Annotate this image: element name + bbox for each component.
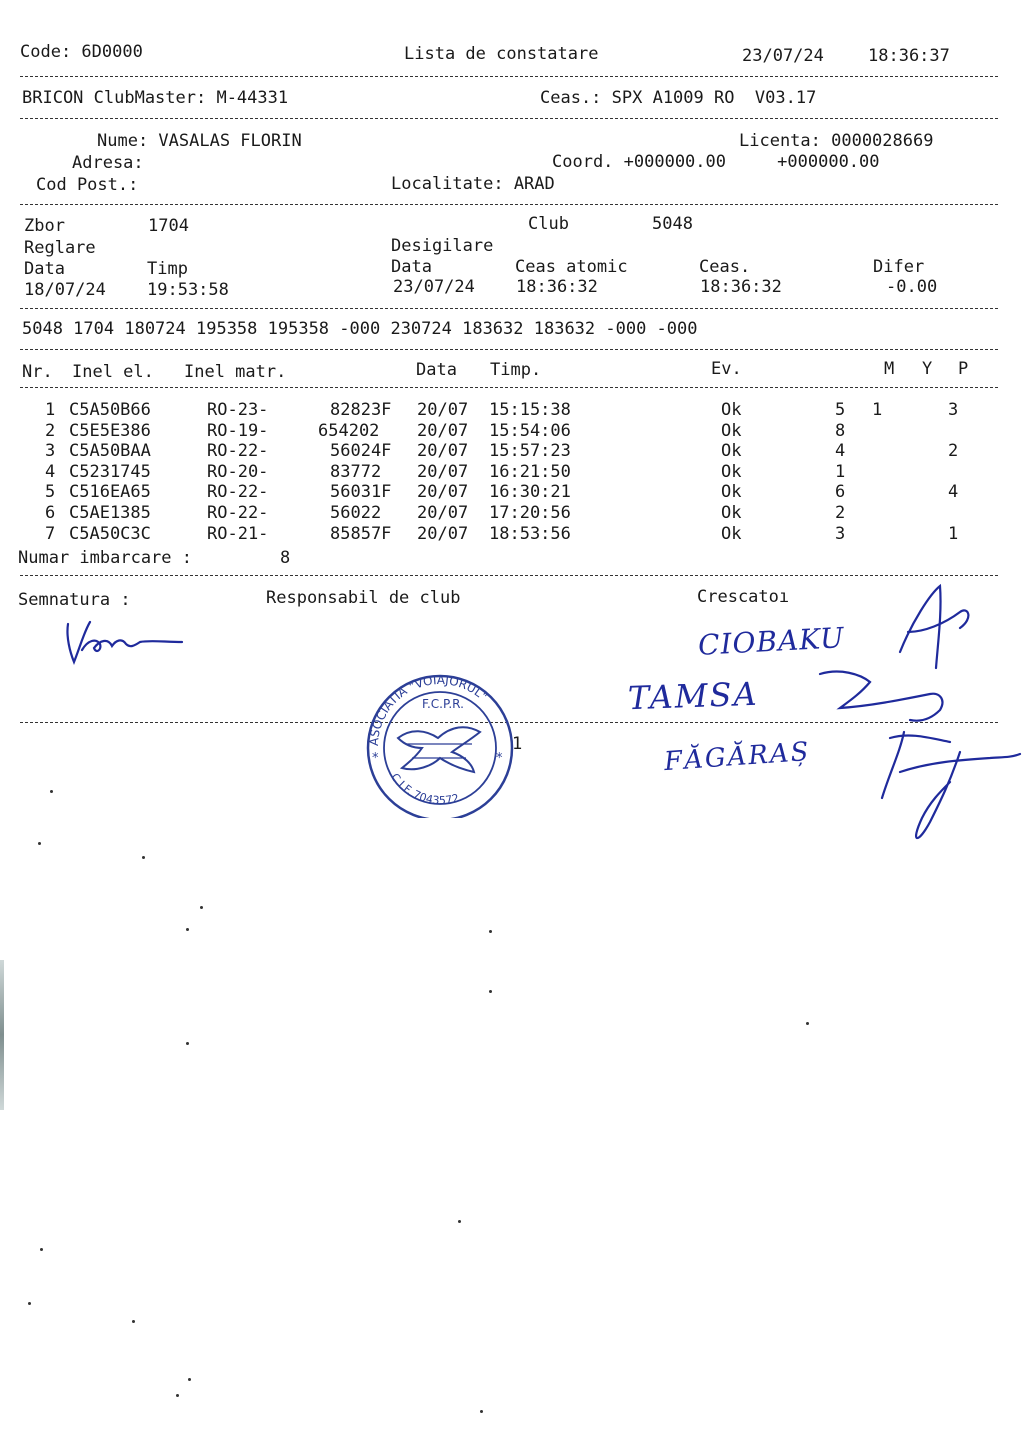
doc-code: Code: 6D0000 <box>20 42 143 62</box>
col-ring-matr: Inel matr. <box>184 362 287 382</box>
speck <box>188 1378 191 1381</box>
difference-label: Difer <box>873 257 925 277</box>
club-label: Club <box>528 214 569 234</box>
reglare-time-label: Timp <box>147 259 188 279</box>
signature-label: Semnatura : <box>18 590 131 610</box>
row-ev: Ok <box>721 400 742 420</box>
row-ring-el: C5A50BAA <box>69 441 151 461</box>
row-ring-prefix: RO-21- <box>207 524 269 544</box>
row-ring-prefix: RO-22- <box>207 503 269 523</box>
owner-postal-label: Cod Post.: <box>36 175 139 195</box>
col-nr: Nr. <box>22 362 53 382</box>
speck <box>489 930 492 933</box>
speck <box>186 928 189 931</box>
row-time: 15:54:06 <box>489 421 571 441</box>
row-time: 16:30:21 <box>489 482 571 502</box>
row-ring-el: C516EA65 <box>69 482 151 502</box>
row-y: 1 <box>872 400 883 420</box>
speck <box>806 1022 809 1025</box>
owner-locality: Localitate: ARAD <box>391 174 555 194</box>
row-date: 20/07 <box>417 421 469 441</box>
row-nr: 2 <box>45 421 56 441</box>
speck <box>142 856 145 859</box>
row-date: 20/07 <box>417 441 469 461</box>
handwritten-name-1: CIOBAKU <box>697 621 846 662</box>
row-time: 15:57:23 <box>489 441 571 461</box>
table-row <box>0 503 1024 523</box>
row-m: 1 <box>835 462 846 482</box>
owner-name: Nume: VASALAS FLORIN <box>97 131 302 151</box>
clock-label: Ceas. <box>699 257 751 277</box>
row-nr: 5 <box>45 482 56 502</box>
row-m: 5 <box>835 400 846 420</box>
signature-owner <box>60 612 190 672</box>
row-ring-el: C5AE1385 <box>69 503 151 523</box>
row-m: 6 <box>835 482 846 502</box>
row-m: 2 <box>835 503 846 523</box>
row-ev: Ok <box>721 503 742 523</box>
row-nr: 6 <box>45 503 56 523</box>
speck <box>176 1394 179 1397</box>
speck <box>40 1248 43 1251</box>
club-value: 5048 <box>652 214 693 234</box>
reglare-date-label: Data <box>24 259 65 279</box>
table-row <box>0 524 1024 544</box>
handwritten-name-3: FĂGĂRAȘ <box>663 736 812 778</box>
row-ring-matr: 82823F <box>330 400 392 420</box>
row-nr: 7 <box>45 524 56 544</box>
speck <box>28 1302 31 1305</box>
row-p: 3 <box>948 400 959 420</box>
row-time: 16:21:50 <box>489 462 571 482</box>
code-line: 5048 1704 180724 195358 195358 -000 230724 183632 183632 -000 -000 <box>22 319 698 339</box>
speck <box>480 1410 483 1413</box>
row-ring-el: C5231745 <box>69 462 151 482</box>
speck <box>50 790 53 793</box>
row-ev: Ok <box>721 462 742 482</box>
row-ring-el: C5E5E386 <box>69 421 151 441</box>
scan-edge <box>0 960 4 1110</box>
reglare-time: 19:53:58 <box>147 280 229 300</box>
stamp-bottom-text: C.I.F. 7043572 <box>388 770 461 808</box>
row-p: 2 <box>948 441 959 461</box>
row-ev: Ok <box>721 482 742 502</box>
stamp-top-text: ASOCIATIA "VOIAJORUL" <box>366 672 491 747</box>
col-ev: Ev. <box>711 359 742 379</box>
row-ev: Ok <box>721 441 742 461</box>
separator <box>20 308 998 309</box>
row-nr: 3 <box>45 441 56 461</box>
row-ring-prefix: RO-20- <box>207 462 269 482</box>
doc-time: 18:36:37 <box>868 46 950 66</box>
row-ev: Ok <box>721 524 742 544</box>
row-ring-prefix: RO-23- <box>207 400 269 420</box>
desig-date: 23/07/24 <box>393 277 475 297</box>
row-ev: Ok <box>721 421 742 441</box>
time-difference: -0.00 <box>886 277 938 297</box>
clock-time: 18:36:32 <box>700 277 782 297</box>
reglare-date: 18/07/24 <box>24 280 106 300</box>
owner-coord: Coord. +000000.00 +000000.00 <box>552 152 880 172</box>
stamp-middle-text: F.C.P.R. <box>422 697 464 711</box>
club-stamp <box>356 668 526 818</box>
reglare-label: Reglare <box>24 238 96 258</box>
row-ring-matr: 56022 <box>330 503 382 523</box>
row-date: 20/07 <box>417 482 469 502</box>
row-nr: 4 <box>45 462 56 482</box>
col-m: M <box>884 359 895 379</box>
table-row <box>0 421 1024 441</box>
row-ring-prefix: RO-22- <box>207 482 269 502</box>
col-ring-el: Inel el. <box>72 362 154 382</box>
table-row <box>0 400 1024 420</box>
doc-date: 23/07/24 <box>742 46 824 66</box>
breeder-label: Crescatoı <box>697 587 790 607</box>
table-row <box>0 462 1024 482</box>
row-date: 20/07 <box>417 400 469 420</box>
row-time: 17:20:56 <box>489 503 571 523</box>
row-ring-prefix: RO-22- <box>207 441 269 461</box>
row-ring-matr: 654202 <box>318 421 380 441</box>
row-ring-prefix: RO-19- <box>207 421 269 441</box>
clock-id: Ceas.: SPX A1009 RO V03.17 <box>540 88 817 108</box>
separator <box>20 387 998 388</box>
table-row <box>0 441 1024 461</box>
atomic-clock-label: Ceas atomic <box>515 257 628 277</box>
doc-title: Lista de constatare <box>404 44 599 64</box>
club-responsible-label: Responsabil de club <box>266 588 461 608</box>
row-date: 20/07 <box>417 524 469 544</box>
desigilare-label: Desigilare <box>391 236 494 256</box>
svg-text:*: * <box>372 751 379 766</box>
speck <box>200 906 203 909</box>
speck <box>489 990 492 993</box>
row-ring-el: C5A50B66 <box>69 400 151 420</box>
row-m: 8 <box>835 421 846 441</box>
row-ring-matr: 56024F <box>330 441 392 461</box>
boarding-count: 8 <box>280 548 291 568</box>
row-time: 18:53:56 <box>489 524 571 544</box>
speck <box>132 1320 135 1323</box>
clubmaster-id: BRICON ClubMaster: M-44331 <box>22 88 289 108</box>
row-m: 3 <box>835 524 846 544</box>
speck <box>458 1220 461 1223</box>
separator <box>20 349 998 350</box>
boarding-label: Numar imbarcare : <box>18 548 192 568</box>
row-date: 20/07 <box>417 462 469 482</box>
row-time: 15:15:38 <box>489 400 571 420</box>
row-p: 4 <box>948 482 959 502</box>
handwritten-name-2: TAMSA <box>627 674 760 718</box>
svg-text:*: * <box>496 751 503 766</box>
row-ring-matr: 56031F <box>330 482 392 502</box>
col-p: P <box>958 359 969 379</box>
separator <box>20 76 998 77</box>
col-time: Timp. <box>490 360 542 380</box>
table-row <box>0 482 1024 502</box>
row-date: 20/07 <box>417 503 469 523</box>
row-ring-el: C5A50C3C <box>69 524 151 544</box>
separator <box>20 118 998 119</box>
col-date: Data <box>416 360 457 380</box>
row-ring-matr: 85857F <box>330 524 392 544</box>
flight-label: Zbor <box>24 216 65 236</box>
stamp-extra-mark: 1 <box>512 734 523 754</box>
speck <box>186 1042 189 1045</box>
owner-license: Licenta: 0000028669 <box>739 131 934 151</box>
speck <box>38 842 41 845</box>
row-m: 4 <box>835 441 846 461</box>
owner-address-label: Adresa: <box>72 153 144 173</box>
desig-date-label: Data <box>391 257 432 277</box>
signature-breeders <box>800 582 1022 844</box>
flight-value: 1704 <box>148 216 189 236</box>
separator <box>20 204 998 205</box>
row-nr: 1 <box>45 400 56 420</box>
col-y: Y <box>922 359 933 379</box>
row-ring-matr: 83772 <box>330 462 382 482</box>
separator <box>20 575 998 576</box>
row-p: 1 <box>948 524 959 544</box>
atomic-time: 18:36:32 <box>516 277 598 297</box>
